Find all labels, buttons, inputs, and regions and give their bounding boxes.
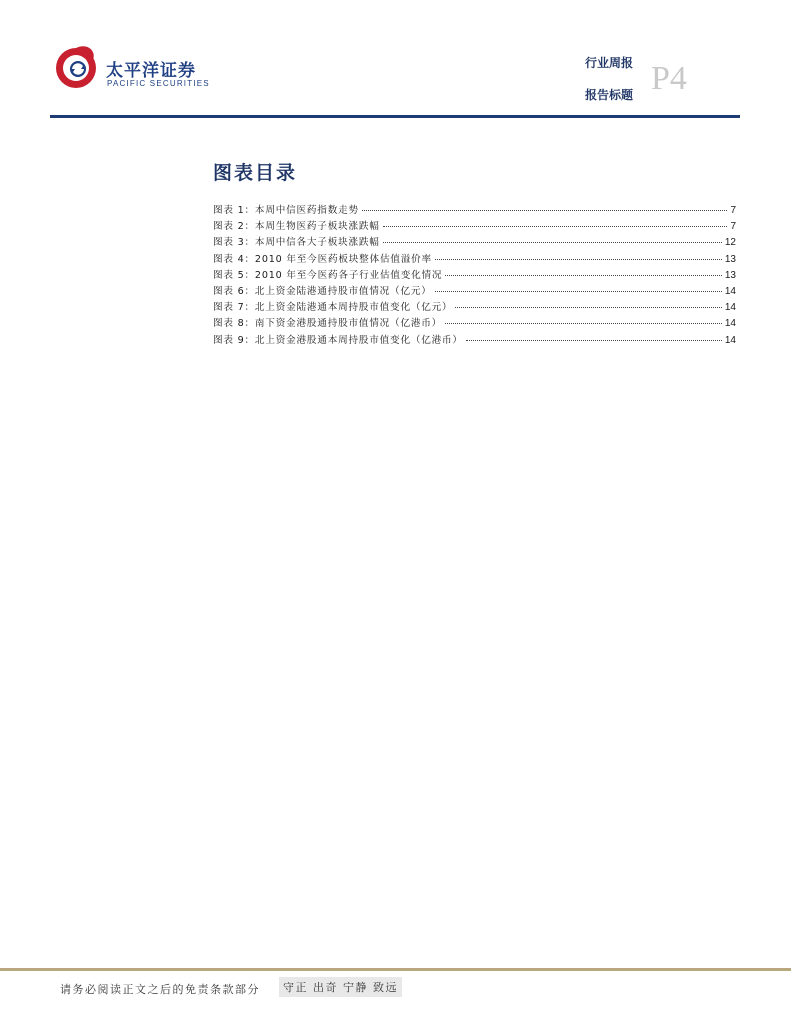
toc-entry-page: 7 — [730, 205, 736, 216]
toc-dot-leader — [383, 242, 722, 243]
toc-entry[interactable] — [213, 316, 736, 332]
toc-entry-label: 图表 9：北上资金港股通本周持股市值变化（亿港币） — [213, 334, 463, 346]
toc-dot-leader — [383, 226, 728, 227]
toc-entry-page: 13 — [724, 253, 736, 265]
toc-entry[interactable] — [213, 203, 736, 219]
header-divider — [50, 115, 740, 118]
toc-entry-page: 14 — [724, 302, 736, 314]
toc-entry[interactable] — [213, 219, 736, 235]
toc-entry-label: 图表 4：2010 年至今医药板块整体估值溢价率 — [213, 253, 432, 265]
logo-chinese-text: 太平洋证券 — [106, 61, 196, 81]
toc-entry[interactable] — [213, 333, 736, 349]
toc-dot-leader — [435, 291, 722, 292]
report-title: 报告标题 — [585, 88, 634, 102]
toc-entry-label: 图表 7：北上资金陆港通本周持股市值变化（亿元） — [213, 302, 453, 314]
toc-entry-page: 14 — [724, 318, 736, 330]
toc-entry-page: 7 — [730, 221, 736, 233]
toc-entry-label: 图表 6：北上资金陆港通持股市值情况（亿元） — [213, 285, 432, 297]
toc-entry-label: 图表 2：本周生物医药子板块涨跌幅 — [213, 221, 380, 233]
toc-entry-page: 13 — [724, 269, 736, 281]
figure-toc — [213, 203, 736, 349]
toc-entry[interactable] — [213, 300, 736, 316]
toc-entry[interactable] — [213, 284, 736, 300]
toc-entry[interactable] — [213, 252, 736, 268]
toc-entry[interactable] — [213, 268, 736, 284]
toc-entry[interactable] — [213, 235, 736, 251]
toc-entry-label: 图表 8：南下资金港股通持股市值情况（亿港币） — [213, 318, 443, 330]
pacific-securities-emblem-icon — [52, 40, 104, 92]
page-header — [0, 0, 791, 120]
footer-motto: 守正 出奇 宁静 致远 — [279, 977, 402, 997]
footer-divider — [0, 968, 791, 971]
toc-dot-leader — [466, 340, 722, 341]
toc-entry-label: 图表 3：本周中信各大子板块涨跌幅 — [213, 237, 380, 249]
toc-entry-page: 12 — [724, 237, 736, 249]
toc-dot-leader — [445, 323, 722, 324]
report-type: 行业周报 — [585, 56, 634, 70]
page-number: P4 — [651, 60, 687, 97]
toc-entry-label: 图表 1：本周中信医药指数走势 — [213, 205, 359, 216]
toc-entry-label: 图表 5：2010 年至今医药各子行业估值变化情况 — [213, 269, 443, 281]
footer-disclaimer: 请务必阅读正文之后的免责条款部分 — [60, 983, 260, 996]
toc-entry-page: 14 — [724, 334, 736, 346]
logo-english-text: PACIFIC SECURITIES — [107, 79, 210, 88]
toc-heading: 图表目录 — [213, 162, 298, 184]
toc-dot-leader — [455, 307, 721, 308]
toc-dot-leader — [435, 259, 722, 260]
company-logo — [52, 40, 222, 92]
toc-dot-leader — [362, 210, 728, 211]
toc-entry-page: 14 — [724, 285, 736, 297]
toc-dot-leader — [445, 275, 722, 276]
